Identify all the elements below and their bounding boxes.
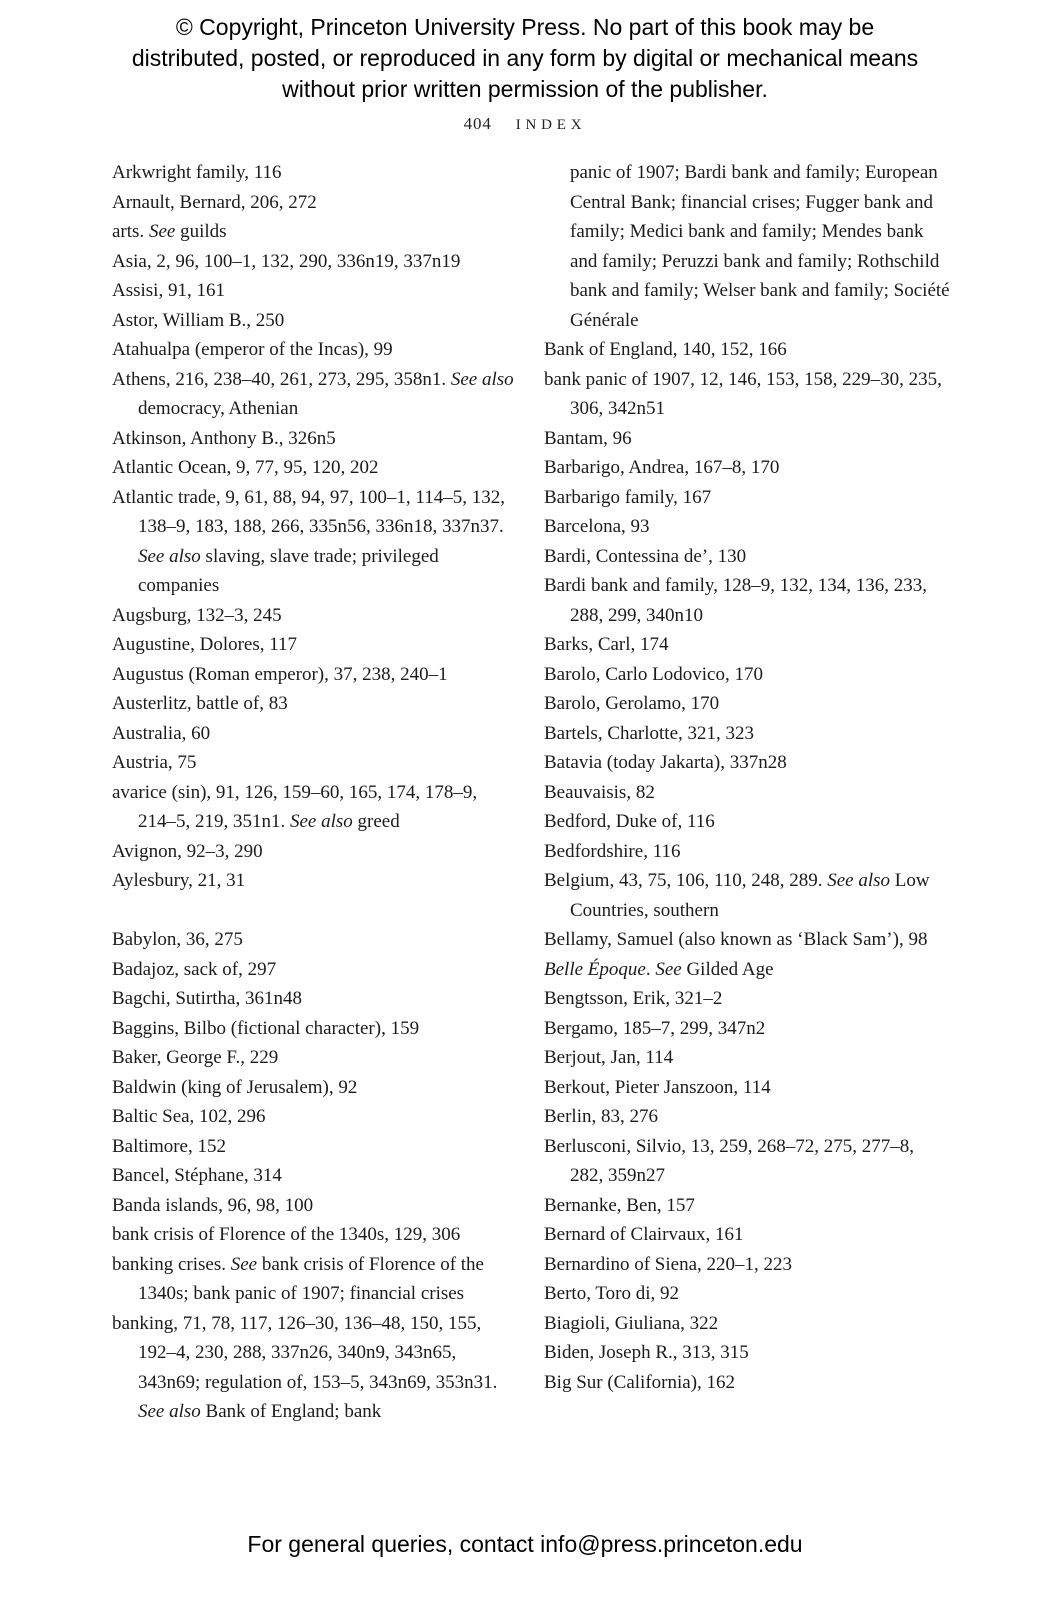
index-entry: Baltic Sea, 102, 296 <box>112 1106 266 1127</box>
index-columns <box>0 134 1050 1427</box>
index-entry: banking, 71, 78, 117, 126–30, 136–48, 150, 155, 192–4, 230, 288, 337n26, 340n9, 343n65, 343n69; regulation of, 153–5, 343n69, 353n31. See also Bank of England; bank <box>112 1312 498 1422</box>
index-entry: Assisi, 91, 161 <box>112 280 225 301</box>
index-entry: Bengtsson, Erik, 321–2 <box>544 988 723 1009</box>
index-entry: Astor, William B., 250 <box>112 309 285 331</box>
index-entry: Barolo, Carlo Lodovico, 170 <box>544 663 763 685</box>
index-entry: Bagchi, Sutirtha, 361n48 <box>112 988 302 1009</box>
index-entry: Bedford, Duke of, 116 <box>544 811 715 832</box>
page-number: 404 <box>463 114 492 133</box>
index-entry: Biden, Joseph R., 313, 315 <box>544 1342 749 1363</box>
index-entry: panic of 1907; Bardi bank and family; European Central Bank; financial crises; Fugger bank and family; Medici bank and family; Mendes bank and family; Peruzzi bank and family; Rothschild bank and family; Welser bank and family; Société Générale <box>570 162 950 331</box>
letter-group-break <box>112 896 518 926</box>
index-entry: banking crises. See bank crisis of Florence of the 1340s; bank panic of 1907; financial crises <box>112 1253 484 1304</box>
index-entry: Berjout, Jan, 114 <box>544 1047 674 1068</box>
index-entry: Beauvaisis, 82 <box>544 781 655 803</box>
index-entry: Australia, 60 <box>112 722 211 744</box>
index-entry: arts. See guilds <box>112 221 227 242</box>
index-entry: Bernardino of Siena, 220–1, 223 <box>544 1253 793 1275</box>
index-entry: Banda islands, 96, 98, 100 <box>112 1194 314 1216</box>
index-entry: Bartels, Charlotte, 321, 323 <box>544 722 755 744</box>
index-entry: Augustine, Dolores, 117 <box>112 634 298 655</box>
copyright-notice: © Copyright, Princeton University Press. No part of this book may be distributed, posted, or reproduced in any form by digital or mechanical means without prior written permission of the publisher. <box>131 14 919 102</box>
index-entry: Baggins, Bilbo (fictional character), 159 <box>112 1017 420 1039</box>
index-entry: avarice (sin), 91, 126, 159–60, 165, 174, 178–9, 214–5, 219, 351n1. See also greed <box>112 781 478 832</box>
footer-contact: For general queries, contact info@press.princeton.edu <box>247 1531 803 1557</box>
index-entry: Austerlitz, battle of, 83 <box>112 693 288 714</box>
index-entry: Baker, George F., 229 <box>112 1047 279 1068</box>
index-entry: Atlantic Ocean, 9, 77, 95, 120, 202 <box>112 457 379 478</box>
index-entry: Bedfordshire, 116 <box>544 840 681 862</box>
index-entry: Baltimore, 152 <box>112 1135 226 1157</box>
index-entry: Big Sur (California), 162 <box>544 1371 736 1393</box>
index-entry: Austria, 75 <box>112 752 197 773</box>
index-entry: Berkout, Pieter Janszoon, 114 <box>544 1076 771 1098</box>
index-entry: Belle Époque. See Gilded Age <box>544 958 774 980</box>
index-column-left <box>112 158 518 1427</box>
index-entry: Atkinson, Anthony B., 326n5 <box>112 427 336 449</box>
index-entry: Badajoz, sack of, 297 <box>112 958 277 980</box>
index-entry: Bergamo, 185–7, 299, 347n2 <box>544 1017 766 1039</box>
running-head <box>0 114 1050 134</box>
index-entry: Arkwright family, 116 <box>112 162 282 183</box>
index-entry: Babylon, 36, 275 <box>112 929 243 950</box>
index-entry: Berlin, 83, 276 <box>544 1106 658 1127</box>
index-entry: Bardi, Contessina de’, 130 <box>544 545 747 567</box>
index-entry: Augustus (Roman emperor), 37, 238, 240–1 <box>112 663 448 685</box>
index-entry: Baldwin (king of Jerusalem), 92 <box>112 1076 358 1098</box>
index-entry: Bellamy, Samuel (also known as ‘Black Sam’), 98 <box>544 929 928 950</box>
index-column-right <box>544 158 950 1427</box>
index-entry: Bernanke, Ben, 157 <box>544 1194 695 1216</box>
index-entry: Athens, 216, 238–40, 261, 273, 295, 358n1. See also democracy, Athenian <box>112 368 514 419</box>
index-title: INDEX <box>515 117 587 133</box>
index-entry: Bardi bank and family, 128–9, 132, 134, 136, 233, 288, 299, 340n10 <box>544 575 927 626</box>
index-entry: Berto, Toro di, 92 <box>544 1283 680 1304</box>
index-entry: Augsburg, 132–3, 245 <box>112 604 282 626</box>
index-entry: Biagioli, Giuliana, 322 <box>544 1312 719 1334</box>
index-entry: Bernard of Clairvaux, 161 <box>544 1224 744 1245</box>
index-entry: Barcelona, 93 <box>544 516 650 537</box>
index-entry: Avignon, 92–3, 290 <box>112 840 263 862</box>
index-entry: Barbarigo, Andrea, 167–8, 170 <box>544 457 780 478</box>
index-entry: Barks, Carl, 174 <box>544 634 669 655</box>
index-entry: Asia, 2, 96, 100–1, 132, 290, 336n19, 337n19 <box>112 250 461 272</box>
index-entry: Atahualpa (emperor of the Incas), 99 <box>112 339 393 360</box>
index-entry: Berlusconi, Silvio, 13, 259, 268–72, 275, 277–8, 282, 359n27 <box>544 1135 914 1186</box>
index-entry: Bank of England, 140, 152, 166 <box>544 339 787 360</box>
index-entry: Belgium, 43, 75, 106, 110, 248, 289. See also Low Countries, southern <box>544 870 930 921</box>
index-entry: bank panic of 1907, 12, 146, 153, 158, 229–30, 235, 306, 342n51 <box>544 368 942 419</box>
index-entry: Barolo, Gerolamo, 170 <box>544 693 720 714</box>
index-entry: Aylesbury, 21, 31 <box>112 870 246 891</box>
index-entry: Atlantic trade, 9, 61, 88, 94, 97, 100–1, 114–5, 132, 138–9, 183, 188, 266, 335n56, 336n18, 337n37. See also slaving, slave trade; privileged companies <box>112 486 505 596</box>
index-entry: Arnault, Bernard, 206, 272 <box>112 191 317 213</box>
index-entry: Bantam, 96 <box>544 427 632 449</box>
index-entry: Barbarigo family, 167 <box>544 486 712 508</box>
index-entry: Batavia (today Jakarta), 337n28 <box>544 752 787 773</box>
index-entry: bank crisis of Florence of the 1340s, 129, 306 <box>112 1224 461 1245</box>
index-entry: Bancel, Stéphane, 314 <box>112 1165 282 1186</box>
